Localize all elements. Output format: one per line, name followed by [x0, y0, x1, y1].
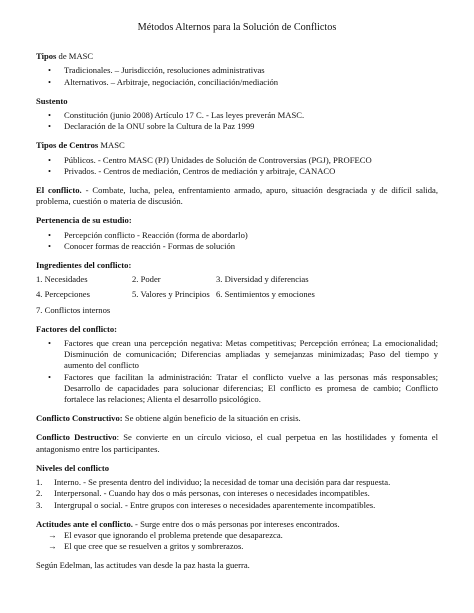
list-item: • Percepción conflicto - Reacción (forma de abordarlo) — [36, 230, 438, 241]
list-item: • Conocer formas de reacción - Formas de solución — [36, 241, 438, 252]
tipos-masc-list — [36, 65, 438, 87]
conflicto-destructivo: Conflicto Destructivo: Se convierte en un círculo vicioso, el cual perpetua en las hostilidades y fomenta el antagonismo entre los participantes. — [36, 432, 438, 454]
section-heading-sustento: Sustento — [36, 95, 68, 106]
list-item: → El que cree que se resuelven a gritos y sombrerazos. — [36, 541, 438, 552]
list-item: • Alternativos. – Arbitraje, negociación, conciliación/mediación — [36, 77, 438, 88]
ingredient-item: 4. Percepciones — [36, 289, 90, 300]
sustento-list — [36, 110, 438, 132]
ingredient-item: 3. Diversidad y diferencias — [216, 274, 309, 285]
list-item: • Tradicionales. – Jurisdicción, resoluciones administrativas — [36, 65, 438, 76]
section-heading-factores: Factores del conflicto: — [36, 323, 117, 334]
document-title: Métodos Alternos para la Solución de Conflictos — [137, 22, 337, 33]
ingredient-item: 1. Necesidades — [36, 274, 88, 285]
ingredient-item: 6. Sentimientos y emociones — [216, 289, 315, 300]
list-item: • Constitución (junio 2008) Artículo 17 C. - Las leyes preverán MASC. — [36, 110, 438, 121]
section-heading-tipos-centros: Tipos de Centros MASC — [36, 140, 125, 151]
ingredientes-grid — [36, 274, 438, 316]
list-item: • Factores que crean una percepción negativa: Metas competitivas; Percepción errónea; La emocionalidad; Disminución de comunicación; Diferencias ampliadas y semejanzas minimizadas; Paso del tiempo y aumento del conflicto — [36, 338, 438, 372]
section-heading-pertenencia: Pertenencia de su estudio: — [36, 215, 132, 226]
tipos-centros-list — [36, 155, 438, 177]
factores-list — [36, 338, 438, 405]
list-item: • Factores que facilitan la administración: Tratar el conflicto vuelve a las personas más responsables; Desarrollo de capacidades para solucionar diferencias; El conflicto es promesa de cambio; Conflicto fortalece las relaciones; Alienta el desarrollo psicológico. — [36, 372, 438, 406]
actitudes-definition: Actitudes ante el conflicto. - Surge entre dos o más personas por intereses encontrados. — [36, 518, 340, 529]
actitudes-list — [36, 530, 438, 552]
niveles-list — [36, 477, 438, 511]
list-item: • Declaración de la ONU sobre la Cultura de la Paz 1999 — [36, 121, 438, 132]
pertenencia-list — [36, 230, 438, 252]
conflicto-constructivo: Conflicto Constructivo: Se obtiene algún beneficio de la situación en crisis. — [36, 413, 301, 424]
ingredient-item: 7. Conflictos internos — [36, 304, 111, 315]
ingredient-item: 5. Valores y Principios — [132, 289, 210, 300]
list-item: 2. Interpersonal. - Cuando hay dos o más personas, con intereses o necesidades incompatibles. — [36, 488, 370, 499]
section-heading-tipos-masc: Tipos de MASC — [36, 51, 94, 62]
section-heading-ingredientes: Ingredientes del conflicto: — [36, 260, 132, 271]
list-item: • Públicos. - Centro MASC (PJ) Unidades de Solución de Controversias (PGJ), PROFECO — [36, 155, 438, 166]
conflicto-definition: El conflicto. - Combate, lucha, pelea, enfrentamiento armado, apuro, situación desgraciada y de difícil salida, problema, cuestión o materia de discusión. — [36, 185, 438, 207]
section-heading-niveles: Niveles del conflicto — [36, 462, 110, 473]
list-item: 3. Intergrupal o social. - Entre grupos con intereses o necesidades aparentemente incompatibles. — [36, 499, 376, 510]
list-item: • Privados. - Centros de mediación, Centros de mediación y arbitraje, CANACO — [36, 166, 438, 177]
list-item: → El evasor que ignorando el problema pretende que desaparezca. — [36, 530, 438, 541]
closing-sentence: Según Edelman, las actitudes van desde la paz hasta la guerra. — [36, 560, 250, 571]
list-item: 1. Interno. - Se presenta dentro del individuo; la necesidad de tomar una decisión para dar respuesta. — [36, 477, 391, 488]
ingredient-item: 2. Poder — [132, 274, 161, 285]
